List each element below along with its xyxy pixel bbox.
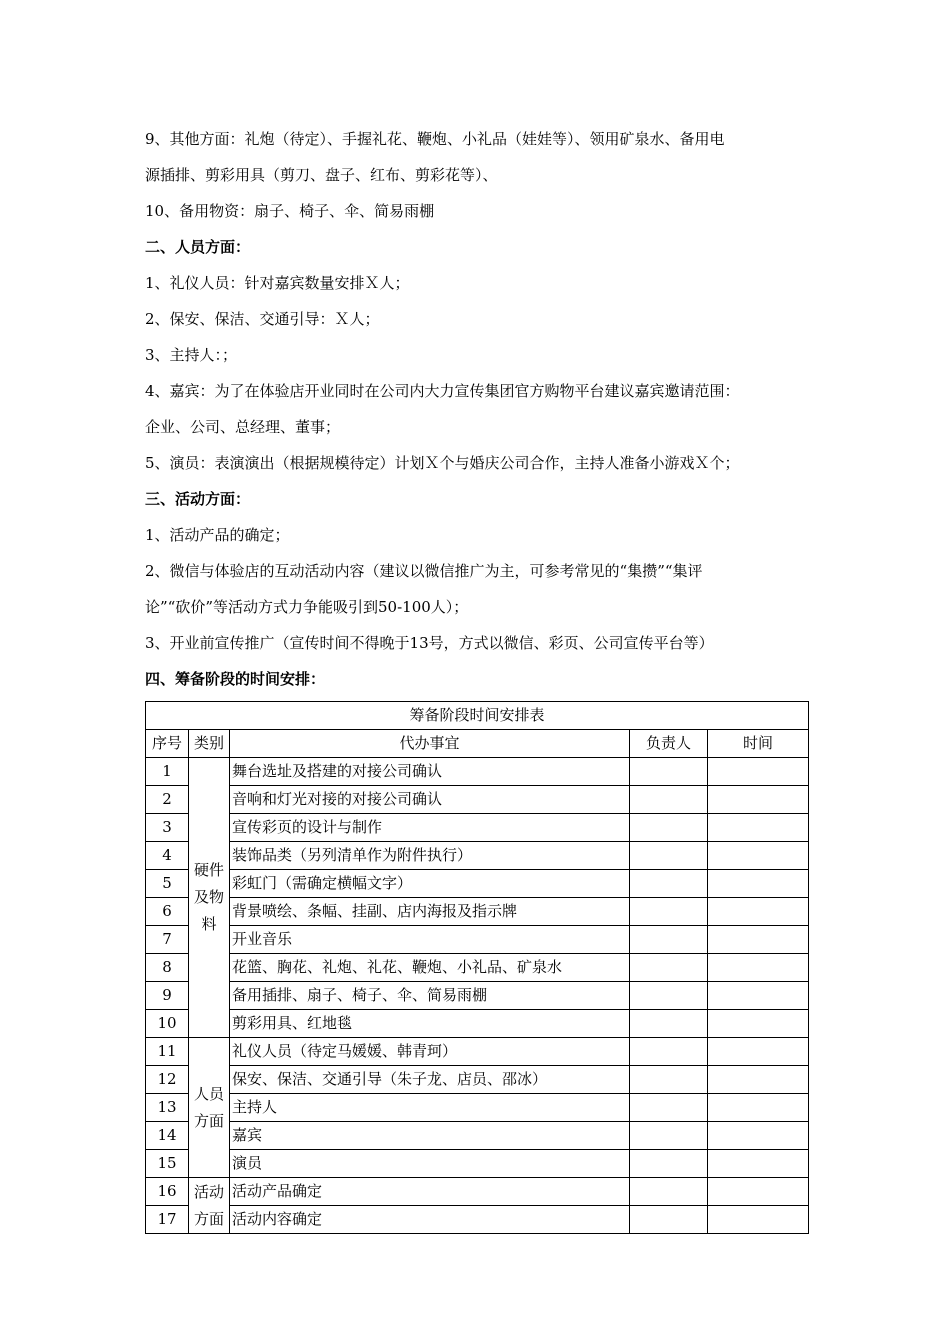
task-cell: 背景喷绘、条幅、挂副、店内海报及指示牌 [230,898,630,926]
task-cell: 演员 [230,1150,630,1178]
table-row [146,926,809,954]
task-cell: 活动内容确定 [230,1206,630,1234]
paragraph: 企业、公司、总经理、董事； [145,418,341,436]
owner-cell[interactable] [630,1150,708,1178]
table-row [146,786,809,814]
paragraph: 论”“砍价”等活动方式力争能吸引到50-100人）； [145,598,469,616]
category-line: 料 [201,915,217,933]
paragraph: 4、嘉宾：为了在体验店开业同时在公司内大力宣传集团官方购物平台建议嘉宾邀请范围： [145,382,740,400]
owner-cell[interactable] [630,870,708,898]
time-cell[interactable] [708,926,809,954]
header-no: 序号 [146,730,189,758]
table-row [146,1066,809,1094]
table-row [146,982,809,1010]
header-task: 代办事宜 [230,730,630,758]
schedule-table [145,701,809,1234]
row-number: 10 [146,1010,189,1038]
time-cell[interactable] [708,898,809,926]
task-cell: 装饰品类（另列清单作为附件执行） [230,842,630,870]
time-cell[interactable] [708,1122,809,1150]
task-cell: 舞台选址及搭建的对接公司确认 [230,758,630,786]
time-cell[interactable] [708,758,809,786]
paragraph: 5、演员：表演演出（根据规模待定）计划Ｘ个与婚庆公司合作，主持人准备小游戏Ｘ个； [145,454,740,472]
table-row [146,870,809,898]
section-heading: 四、筹备阶段的时间安排： [145,670,326,688]
category-cell [189,1178,230,1234]
owner-cell[interactable] [630,1066,708,1094]
row-number: 11 [146,1038,189,1066]
header-time: 时间 [708,730,809,758]
table-row [146,1038,809,1066]
category-line: 方面 [193,1111,224,1130]
task-cell: 花篮、胸花、礼炮、礼花、鞭炮、小礼品、矿泉水 [230,954,630,982]
paragraph: 源插排、剪彩用具（剪刀、盘子、红布、剪彩花等）、 [145,166,498,184]
paragraph: 3、主持人：； [145,346,238,364]
row-number: 8 [146,954,189,982]
task-cell: 备用插排、扇子、椅子、伞、简易雨棚 [230,982,630,1010]
task-cell: 开业音乐 [230,926,630,954]
row-number: 9 [146,982,189,1010]
paragraph: 9、其他方面：礼炮（待定）、手握礼花、鞭炮、小礼品（娃娃等）、领用矿泉水、备用电 [145,130,725,148]
table-row [146,814,809,842]
task-cell: 保安、保洁、交通引导（朱子龙、店员、邵冰） [230,1066,630,1094]
owner-cell[interactable] [630,1206,708,1234]
row-number: 5 [146,870,189,898]
row-number: 3 [146,814,189,842]
row-number: 16 [146,1178,189,1206]
task-cell: 礼仪人员（待定马媛媛、韩青珂） [230,1038,630,1066]
owner-cell[interactable] [630,1122,708,1150]
task-cell: 宣传彩页的设计与制作 [230,814,630,842]
table-title: 筹备阶段时间安排表 [146,702,809,730]
owner-cell[interactable] [630,842,708,870]
table-row [146,1150,809,1178]
time-cell[interactable] [708,1010,809,1038]
owner-cell[interactable] [630,982,708,1010]
paragraph: 10、备用物资：扇子、椅子、伞、简易雨棚 [145,202,435,220]
paragraph: 2、微信与体验店的互动活动内容（建议以微信推广为主，可参考常见的“集攒”“集评 [145,562,703,580]
paragraph-list [145,121,810,697]
time-cell[interactable] [708,1066,809,1094]
time-cell[interactable] [708,954,809,982]
owner-cell[interactable] [630,954,708,982]
table-row [146,1010,809,1038]
time-cell[interactable] [708,814,809,842]
header-owner: 负责人 [630,730,708,758]
task-cell: 彩虹门（需确定横幅文字） [230,870,630,898]
document-body [145,121,810,1234]
time-cell[interactable] [708,842,809,870]
time-cell[interactable] [708,1206,809,1234]
time-cell[interactable] [708,1150,809,1178]
owner-cell[interactable] [630,758,708,786]
owner-cell[interactable] [630,1094,708,1122]
category-line: 及物 [193,888,224,906]
owner-cell[interactable] [630,1038,708,1066]
owner-cell[interactable] [630,786,708,814]
table-title-row [146,702,809,730]
table-row [146,898,809,926]
task-cell: 剪彩用具、红地毯 [230,1010,630,1038]
table-row [146,1178,809,1206]
task-cell: 嘉宾 [230,1122,630,1150]
row-number: 2 [146,786,189,814]
section-heading: 三、活动方面： [145,490,251,508]
row-number: 13 [146,1094,189,1122]
task-cell: 活动产品确定 [230,1178,630,1206]
category-line: 活动 [193,1182,224,1201]
table-row [146,1122,809,1150]
time-cell[interactable] [708,1178,809,1206]
section-heading: 二、人员方面： [145,238,251,256]
row-number: 7 [146,926,189,954]
time-cell[interactable] [708,1038,809,1066]
row-number: 17 [146,1206,189,1234]
row-number: 12 [146,1066,189,1094]
row-number: 6 [146,898,189,926]
paragraph: 3、开业前宣传推广（宣传时间不得晚于13号，方式以微信、彩页、公司宣传平台等） [145,634,714,652]
owner-cell[interactable] [630,814,708,842]
time-cell[interactable] [708,1094,809,1122]
row-number: 15 [146,1150,189,1178]
time-cell[interactable] [708,982,809,1010]
paragraph: 2、保安、保洁、交通引导：Ｘ人； [145,310,380,328]
task-cell: 音响和灯光对接的对接公司确认 [230,786,630,814]
owner-cell[interactable] [630,1010,708,1038]
table-row [146,842,809,870]
task-cell: 主持人 [230,1094,630,1122]
table-row [146,954,809,982]
table-row [146,1206,809,1234]
category-line: 硬件 [193,861,224,879]
category-line: 人员 [193,1084,224,1103]
row-number: 4 [146,842,189,870]
time-cell[interactable] [708,870,809,898]
row-number: 14 [146,1122,189,1150]
owner-cell[interactable] [630,926,708,954]
time-cell[interactable] [708,786,809,814]
header-category: 类别 [189,730,230,758]
category-line: 方面 [193,1209,224,1228]
owner-cell[interactable] [630,898,708,926]
row-number: 1 [146,758,189,786]
table-body [146,758,809,1234]
category-cell [189,758,230,1038]
paragraph: 1、礼仪人员：针对嘉宾数量安排Ｘ人； [145,274,410,292]
owner-cell[interactable] [630,1178,708,1206]
category-cell [189,1038,230,1178]
table-row [146,758,809,786]
table-row [146,1094,809,1122]
paragraph: 1、活动产品的确定； [145,526,290,544]
table-header-row [146,730,809,758]
